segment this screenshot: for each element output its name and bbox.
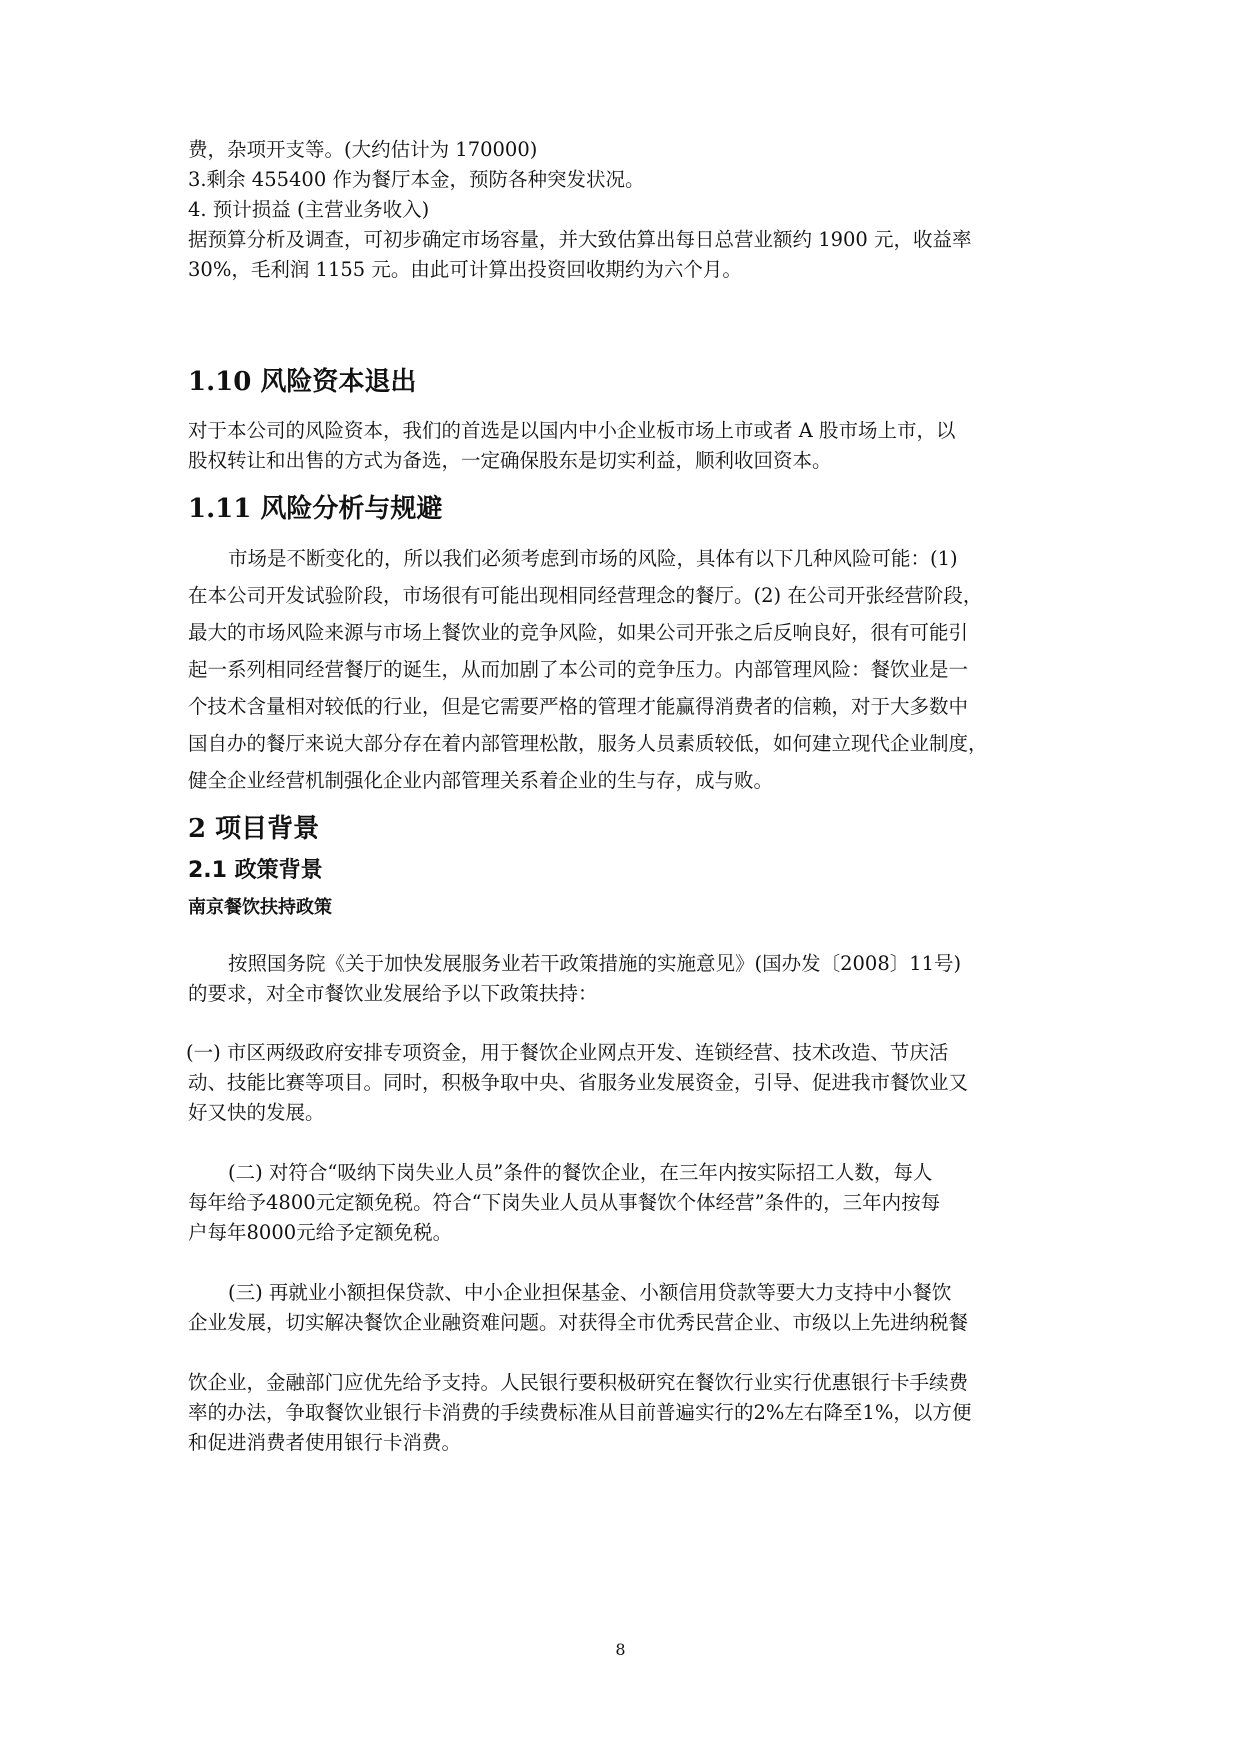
text-line: 动、技能比赛等项目。同时，积极争取中央、省服务业发展资金，引导、促进我市餐饮业又 (188, 1071, 969, 1094)
text-line: 4. 预计损益 (主营业务收入) (188, 198, 430, 221)
text-line: 按照国务院《关于加快发展服务业若干政策措施的实施意见》(国办发〔2008〕11号) (228, 952, 962, 975)
section-heading-1-11: 1.11 风险分析与规避 (188, 494, 443, 524)
text-line: 健全企业经营机制强化企业内部管理关系着企业的生与存，成与败。 (188, 769, 774, 792)
text-line: 饮企业，金融部门应优先给予支持。人民银行要积极研究在餐饮行业实行优惠银行卡手续费 (188, 1371, 969, 1394)
section-heading-1-10: 1.10 风险资本退出 (188, 367, 417, 397)
subsection-heading-2-1: 2.1 政策背景 (188, 858, 323, 883)
text-line: 每年给予4800元定额免税。符合“下岗失业人员从事餐饮个体经营”条件的，三年内按每 (188, 1191, 941, 1214)
text-line: 国自办的餐厅来说大部分存在着内部管理松散，服务人员素质较低，如何建立现代企业制度， (188, 732, 988, 755)
text-line: 据预算分析及调查，可初步确定市场容量，并大致估算出每日总营业额约 1900 元，收益率 (188, 228, 972, 251)
page-number: 8 (615, 1640, 626, 1659)
text-line: 费，杂项开支等。(大约估计为 170000) (188, 138, 538, 161)
section-heading-2: 2 项目背景 (188, 814, 320, 844)
text-line: 好又快的发展。 (188, 1101, 325, 1124)
subsubsection-heading: 南京餐饮扶持政策 (188, 897, 332, 918)
text-line: 在本公司开发试验阶段，市场很有可能出现相同经营理念的餐厅。(2) 在公司开张经营阶段， (188, 584, 983, 607)
text-line: 30%，毛利润 1155 元。由此可计算出投资回收期约为六个月。 (188, 258, 742, 281)
text-line: 最大的市场风险来源与市场上餐饮业的竞争风险，如果公司开张之后反响良好，很有可能引 (188, 621, 969, 644)
text-line: (二) 对符合“吸纳下岗失业人员”条件的餐饮企业，在三年内按实际招工人数，每人 (228, 1161, 933, 1184)
text-line: 个技术含量相对较低的行业，但是它需要严格的管理才能赢得消费者的信赖，对于大多数中 (188, 695, 969, 718)
text-line: (一) 市区两级政府安排专项资金，用于餐饮企业网点开发、连锁经营、技术改造、节庆活 (186, 1041, 949, 1064)
text-line: 企业发展，切实解决餐饮企业融资难问题。对获得全市优秀民营企业、市级以上先进纳税餐 (188, 1311, 969, 1334)
text-line: 市场是不断变化的，所以我们必须考虑到市场的风险，具体有以下几种风险可能：(1) (228, 547, 958, 570)
text-line: 对于本公司的风险资本，我们的首选是以国内中小企业板市场上市或者 A 股市场上市，以 (188, 419, 956, 442)
text-line: (三) 再就业小额担保贷款、中小企业担保基金、小额信用贷款等要大力支持中小餐饮 (228, 1281, 952, 1304)
text-line: 户每年8000元给予定额免税。 (188, 1221, 453, 1244)
text-line: 起一系列相同经营餐厅的诞生，从而加剧了本公司的竞争压力。内部管理风险：餐饮业是一 (188, 658, 969, 681)
text-line: 和促进消费者使用银行卡消费。 (188, 1431, 462, 1454)
text-line: 3.剩余 455400 作为餐厅本金，预防各种突发状况。 (188, 168, 645, 191)
text-line: 的要求，对全市餐饮业发展给予以下政策扶持： (188, 982, 598, 1005)
text-line: 率的办法，争取餐饮业银行卡消费的手续费标准从目前普遍实行的2%左右降至1%，以方便 (188, 1401, 972, 1424)
text-line: 股权转让和出售的方式为备选，一定确保股东是切实利益，顺利收回资本。 (188, 449, 832, 472)
